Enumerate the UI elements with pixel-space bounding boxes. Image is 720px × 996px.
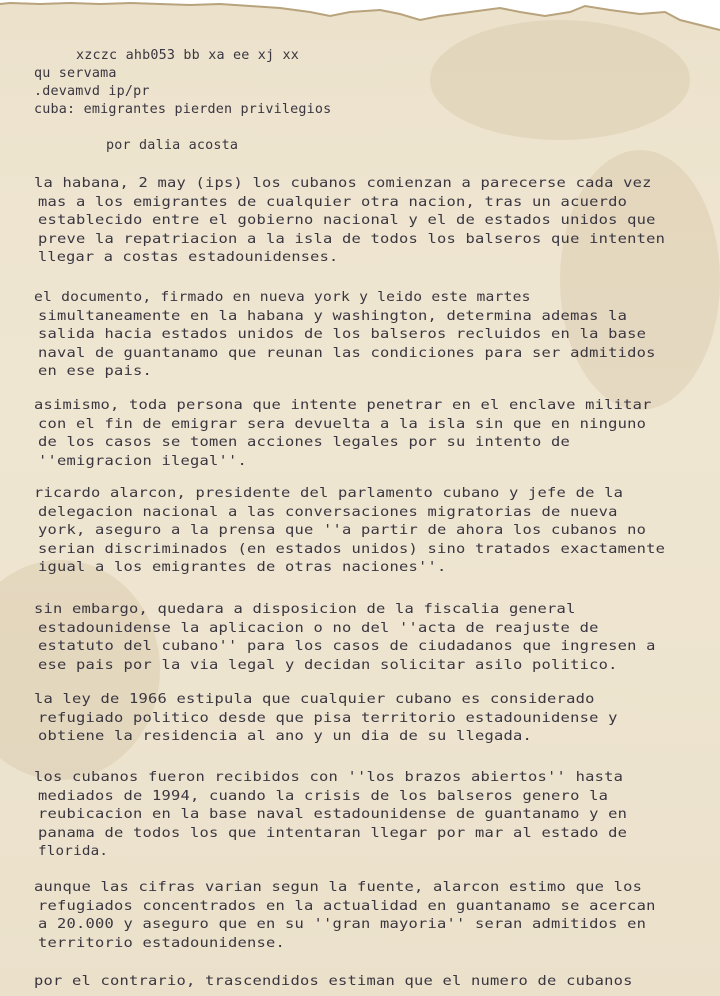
paper-stain xyxy=(430,20,690,140)
text-line: serian discriminados (en estados unidos) sino tratados exactamente xyxy=(38,542,666,557)
text-line: los cubanos fueron recibidos con ''los brazos abiertos'' hasta xyxy=(34,770,624,785)
text-line: territorio estadounidense. xyxy=(38,936,286,951)
text-line: mediados de 1994, cuando la crisis de los balseros genero la xyxy=(38,789,609,804)
text-line: ''emigracion ilegal''. xyxy=(38,454,248,469)
text-line: preve la repatriacion a la isla de todos los balseros que intenten xyxy=(38,232,666,247)
text-line: ese pais por la via legal y decidan solicitar asilo politico. xyxy=(38,658,618,673)
text-line: naval de guantanamo que reunan las condiciones para ser admitidos xyxy=(38,346,656,361)
text-line: la habana, 2 may (ips) los cubanos comienzan a parecerse cada vez xyxy=(34,176,652,191)
text-line: refugiados concentrados en la actualidad en guantanamo se acercan xyxy=(38,899,656,914)
text-line: por el contrario, trascendidos estiman que el numero de cubanos xyxy=(34,974,633,989)
text-line: ricardo alarcon, presidente del parlamento cubano y jefe de la xyxy=(34,486,624,501)
text-line: obtiene la residencia al ano y un dia de su llegada. xyxy=(38,729,533,744)
slug-title: cuba: emigrantes pierden privilegios xyxy=(34,102,332,117)
text-line: a 20.000 y aseguro que en su ''gran mayoria'' seran admitidos en xyxy=(38,917,647,932)
text-line: refugiado politico desde que pisa territorio estadounidense y xyxy=(38,711,618,726)
text-line: delegacion nacional a las conversaciones migratorias de nueva xyxy=(38,505,618,520)
text-line: simultaneamente en la habana y washington, determina ademas la xyxy=(38,309,628,324)
text-line: mas a los emigrantes de cualquier otra nacion, tras un acuerdo xyxy=(38,195,628,210)
desk-line: .devamvd ip/pr xyxy=(34,84,150,99)
text-line: establecido entre el gobierno nacional y el de estados unidos que xyxy=(38,213,656,228)
text-line: florida. xyxy=(38,844,109,859)
text-line: salida hacia estados unidos de los balseros recluidos en la base xyxy=(38,327,647,342)
text-line: de los casos se tomen acciones legales por su intento de xyxy=(38,435,571,450)
text-line: sin embargo, quedara a disposicion de la fiscalia general xyxy=(34,602,576,617)
routing-line: xzczc ahb053 bb xa ee xj xx xyxy=(76,48,300,63)
text-line: asimismo, toda persona que intente penetrar en el enclave militar xyxy=(34,398,652,413)
text-line: estatuto del cubano'' para los casos de ciudadanos que ingresen a xyxy=(38,639,656,654)
text-line: aunque las cifras varian segun la fuente, alarcon estimo que los xyxy=(34,880,643,895)
text-line: con el fin de emigrar sera devuelta a la isla sin que en ninguno xyxy=(38,417,647,432)
text-line: llegar a costas estadounidenses. xyxy=(38,250,339,265)
text-line: en ese pais. xyxy=(38,364,153,379)
text-line: igual a los emigrantes de otras naciones''. xyxy=(38,560,447,575)
text-line: estadounidense la aplicacion o no del ''acta de reajuste de xyxy=(38,621,599,636)
byline: por dalia acosta xyxy=(106,138,239,153)
text-line: reubicacion en la base naval estadounidense de guantanamo y en xyxy=(38,807,628,822)
text-line: panama de todos los que intentaran llegar por mar al estado de xyxy=(38,826,628,841)
text-line: york, aseguro a la prensa que ''a partir de ahora los cubanos no xyxy=(38,523,647,538)
text-line: el documento, firmado en nueva york y leido este martes xyxy=(34,290,531,305)
service-line: qu servama xyxy=(34,66,117,81)
text-line: la ley de 1966 estipula que cualquier cubano es considerado xyxy=(34,692,595,707)
